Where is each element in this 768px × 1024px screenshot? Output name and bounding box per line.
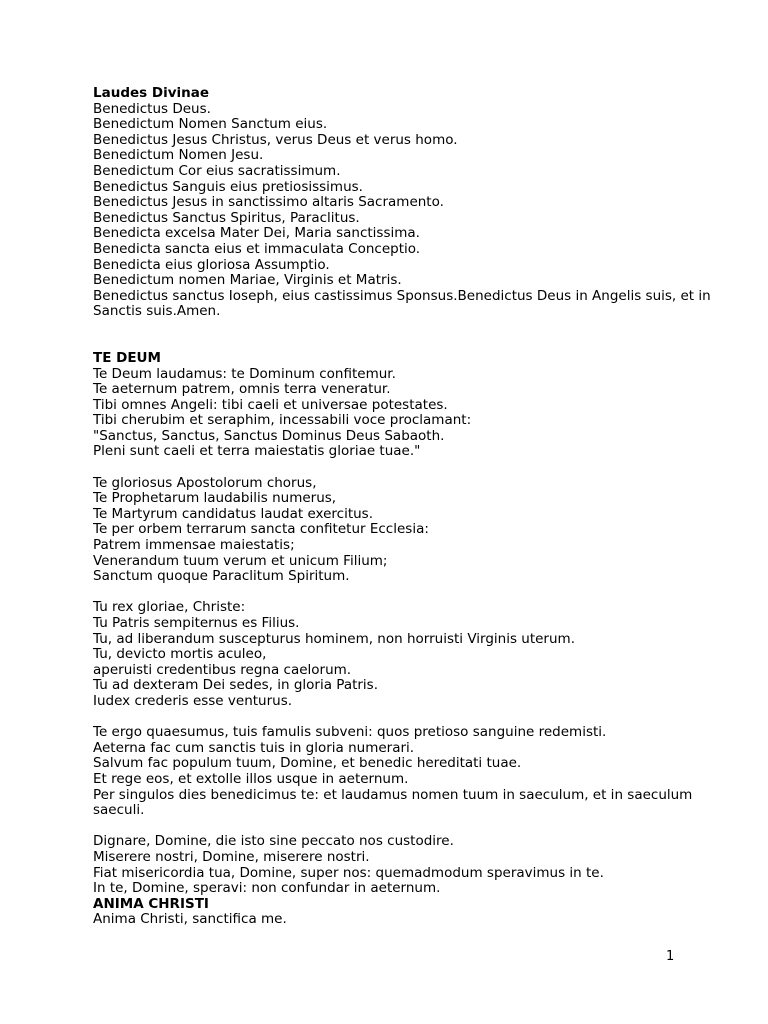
te-deum-line: Tu Patris sempiternus es Filius. [93,615,300,631]
laudes-line: Benedictum Nomen Sanctum eius. [93,116,328,133]
laudes-line: Benedictus Sanguis eius pretiosissimus. [93,178,363,195]
te-deum-line: Te aeternum patrem, omnis terra veneratur. [93,381,391,398]
te-deum-line: Tu, ad liberandum suscepturus hominem, non horruisti Virginis uterum. [93,630,575,647]
te-deum-line: Venerandum tuum verum et unicum Filium; [93,552,388,569]
laudes-line: Benedictus Jesus in sanctissimo altaris Sacramento. [93,194,444,211]
laudes-line: Benedictus sanctus Ioseph, eius castissimus Sponsus.Benedictus Deus in Angelis suis, et in Sanctis suis.Amen. [93,287,711,320]
te-deum-line: Et rege eos, et extolle illos usque in aeternum. [93,770,409,787]
te-deum-line: Te Prophetarum laudabilis numerus, [93,490,337,507]
te-deum-line: Sanctum quoque Paraclitum Spiritum. [93,568,350,585]
te-deum-line: Te gloriosus Apostolorum chorus, [93,474,317,491]
laudes-line: Benedicta excelsa Mater Dei, Maria sanctissima. [93,225,420,242]
te-deum-line: "Sanctus, Sanctus, Sanctus Dominus Deus Sabaoth. [93,427,445,444]
te-deum-line: In te, Domine, speravi: non confundar in aeternum. [93,880,441,897]
laudes-line: Benedictum Nomen Jesu. [93,147,264,164]
te-deum-line: Te Deum laudamus: te Dominum confitemur. [93,365,396,382]
te-deum-line: Te Martyrum candidatus laudat exercitus. [93,505,373,522]
te-deum-line: Miserere nostri, Domine, miserere nostri. [93,848,370,865]
te-deum-line: Tibi cherubim et seraphim, incessabili voce proclamant: [93,412,472,429]
te-deum-line: Pleni sunt caeli et terra maiestatis gloriae tuae." [93,443,421,460]
te-deum-line: Tibi omnes Angeli: tibi caeli et universae potestates. [93,396,448,413]
laudes-divinae-title: Laudes Divinae [93,85,210,101]
te-deum-line: Fiat misericordia tua, Domine, super nos: quemadmodum speravimus in te. [93,864,604,881]
te-deum-line: Aeterna fac cum sanctis tuis in gloria numerari. [93,739,415,756]
te-deum-line: Salvum fac populum tuum, Domine, et benedic hereditati tuae. [93,755,522,772]
laudes-line: Benedictus Sanctus Spiritus, Paraclitus. [93,209,360,226]
laudes-line: Benedictus Deus. [93,100,211,117]
te-deum-line: Te per orbem terrarum sancta confitetur Ecclesia: [93,521,429,538]
laudes-line: Benedictum Cor eius sacratissimum. [93,162,341,179]
anima-christi-title: ANIMA CHRISTI [93,895,209,912]
te-deum-line: Patrem immensae maiestatis; [93,537,295,554]
laudes-line: Benedictum nomen Mariae, Virginis et Matris. [93,272,402,289]
te-deum-line: Dignare, Domine, die isto sine peccato nos custodire. [93,833,454,850]
te-deum-line: Per singulos dies benedicimus te: et laudamus nomen tuum in saeculum, et in saeculum saeculi. [93,786,693,819]
laudes-line: Benedicta sancta eius et immaculata Conceptio. [93,240,421,257]
te-deum-line: aperuisti credentibus regna caelorum. [93,661,352,678]
te-deum-line: Iudex crederis esse venturus. [93,692,293,709]
te-deum-title: TE DEUM [93,349,161,366]
laudes-line: Benedictus Jesus Christus, verus Deus et verus homo. [93,131,458,148]
te-deum-line: Te ergo quaesumus, tuis famulis subveni: quos pretioso sanguine redemisti. [93,724,607,741]
page-number: 1 [666,949,675,964]
laudes-line: Benedicta eius gloriosa Assumptio. [93,256,330,273]
anima-christi-line: Anima Christi, sanctifica me. [93,911,287,928]
te-deum-line: Tu ad dexteram Dei sedes, in gloria Patris. [93,677,379,694]
te-deum-line: Tu rex gloriae, Christe: [93,599,246,616]
te-deum-line: Tu, devicto mortis aculeo, [93,646,267,663]
document-body [93,86,733,928]
